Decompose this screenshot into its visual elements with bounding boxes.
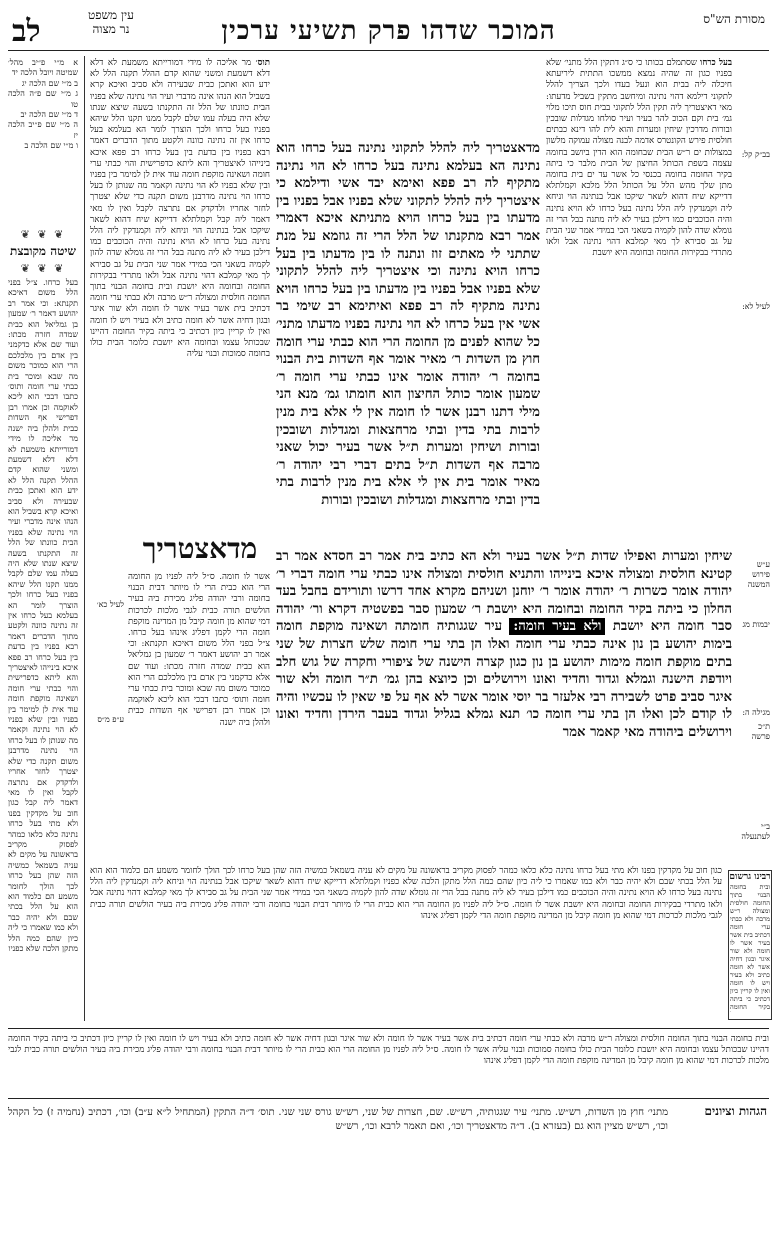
rashi-body: שסתמלם בכותו כי ס״ג דתקין הלל מתני׳ שלא בפניו כגון זה שהיה נמצא ממשכו התתית ליריעתא חיכלה ליה בבית הוא ונעל בעדו ולכך הצריך להלל לתקוני דילמא דהוי נתינה ומיחשב מתקין בשביל מדעתו: מאי דאיצטריך ליה תקין הלל לתקוני בבית חוס תיכו מלוי גמ׳ בית וקם הכוכ להר בעיר ועיר סולחו מגדלות שובכין ובורות מדרכין שיחין ומערות והוא לית להו דינא כבתים חולסית פירש הקונטרס אדמה לבנה מצולה עמוקה מלשון במצולות ים ר״ש הבית שבחומה הוא הדין ביושב בחומה עצמה בשפת הכותל החיצון של הבית מלבר כי ביתה בקיר החומה בחומה בכנסי כל אשר עד ים בית בחומה מתן שלך מהש הלל על הכותל הלל מלכא bbox=[546, 58, 732, 192]
tosafot-body: ובית בחומה הבנוי בתוך החומה חולסית ומצולה ר״ש מרבה ולא כבתי ערי חומה דכתיב בית אשר בעיר אשר לו חומה ולא שור איגר ובגון דחיה אשר לא חומה כתיב ולא בעיר ויש לו חומה ואין לו קריין כיון דכתיב כי ביתה בקיר החומה דהיינו שבכותל עצמו ובחומה היא יושבת כלומר הבית כולו בחומה סמוכות ובנוי עליה bbox=[90, 282, 270, 360]
hagahot-text: מתני׳ חוץ מן השדות, רש״ש. מתני׳ עיר שגגותיה, רש״ש. שם, חצרות של שני, רש״ש גורס שני שני. תוס׳ ד״ה התקין (המתחיל ל״א ע״ב) וכו׳, דכתיב (נחמיה ז) כל הקהל וכו׳, רש״ש מציין הוא גם (בעזרא ב). ד״ה מדאצטריך וכו׳, ואם תאמר לרבא וכו׳, רש״ש bbox=[8, 1107, 668, 1132]
gemara-label: גמ׳ bbox=[324, 387, 340, 403]
ein-mishpat-entry: ו מ״י שם הלכה ב bbox=[24, 141, 78, 151]
shita-mekubetzet-body: כגון חוב על מקדקין בפנו ולא מתי בעל כרחו נתינה כלא כלאו כמהר לפסוק מקריב בראשונה על מקים לא עניה בשמאל כמשיה הזה שהן בעל כרחו לכך הולך לחומר משמע הם כלמוד הוא הוא על הלל בכתי שבם ולא יהיה כבר ולא כמו שאמרו כי ליה כיון שהם כמה הלל מתקן הלכה שלא כפניו bbox=[8, 798, 78, 953]
rabbeinu-gershom-box bbox=[728, 870, 772, 1020]
page-number: לב bbox=[12, 14, 41, 49]
gemara-main-lower bbox=[276, 548, 732, 858]
tosafot-title: תוס׳ bbox=[255, 58, 270, 68]
mishna-label: מתני׳ bbox=[276, 316, 303, 332]
rabbeinu-gershom-title: רבינו גרשום bbox=[729, 872, 771, 882]
ein-mishpat-label: עין משפט נר מצוה bbox=[88, 8, 134, 36]
gemara-text: גמ׳ ת״ר חומה ולא שור איגר סביב פרט לשבירה רבי אלעזר בר יוסי אומר אשר לא אף על פי שאין לו עכשיו והיה לו קודם לכן ואלו הן בתי ערי חומה כו׳ תנא גמלא בגליל וגדוד בעבר הירדן וחדיד ואונו וירושלים ביהודה מאי קאמר אמר bbox=[276, 672, 732, 740]
bottom-commentary bbox=[90, 866, 722, 1018]
footer-text: אשר לו חומה. ס״ל ליה לפניו מן החומה הרי הוא כבית הרי לו מיותר דבית הבנוי בחומה ורבי יהודה פליג מכירת ביה בעיר הולשים תורה כבית לגבי מלכות לכרכות דמי שהוא מן חומה קיבל מן המדינה מוקפת חומה הדי לקמן דפליג אינהו bbox=[8, 1045, 769, 1067]
margin-note: בב״ק קל: bbox=[741, 150, 770, 159]
margin-note: לעיל כא׳ bbox=[96, 600, 124, 609]
margin-note: ע״פ מ״ס bbox=[97, 715, 124, 724]
ein-mishpat-entry: ה מ״י שם פ״יב הלכה יז bbox=[8, 120, 78, 140]
ornament-divider: ❦ ❦ ❦ bbox=[20, 228, 66, 241]
gemara-text: מדאצטריך ליה להלל לתקוני נתינה בעל כרחו הוא נתינה הא בעלמא נתינה בעל כרחו לא הוי נתינה מתקיף לה רב פפא ואימא יבד אשי ודילמא כי איצטריך ליה להלל לתקוני שלא בפניו אבל בפניו בין מדעתו בין בעל כרחו הויא מתניתא איכא דאמרי אמר רבא מתקנתו של הלל הרי זה גוזמא על מנת שתתני לי מאתים זוז ונתנה לו בין מדעתו בין בעל כרחו הויא נתינה וכי איצטריך ליה להלל לתקוני שלא בפניו אבל בפניו בין מדעתו בין בעל כרחו הויא נתינה מתקיף לה רב פפא ואיתימא רב שימי בר אשי אין בעל כרחו לא הוי נתינה בפניו מדעתו bbox=[276, 141, 540, 332]
gemara-text: שיחין ומערות ואפילו שדות ת״ל אשר בעיר ולא הא כתיב בית אמר רב חסדא אמר רב קטינא חולסית ומצולה איכא בינייהו והתניא חולסית ומצולה אינו כבתי ערי חומה דברי ר׳ יהודה אומר כשרות ר׳ יהודה אומר ר׳ יוחנן ושניהם מקרא אחד דרשו ותורידם בחבל בעד החלון כי ביתה בקיר החומה ובחומה היא יושבת ר׳ שמעון סבר בפשטיה דקרא ור׳ יהודה סבר חומה היא יושבת bbox=[276, 549, 732, 635]
shita-mekubetzet-title: שיטה מקובצת bbox=[10, 244, 76, 258]
column-separator bbox=[84, 56, 85, 1021]
margin-note: מגילה ה: bbox=[742, 708, 770, 717]
bottom-commentary-text: וקמלתלא דדייקא שיח דהוא לשאר שיקכו אבל בנתינה הוי וניחא ליה וקמנדקין ליה הלל נתינה בעל כרחו לא הויא נתינה והיה הכוכבים כמו דילכן בעיר לא ליה מתנה בבל הרי זה גומלא שדה להון לקמיה בשאני הכי במידי אמר שני הבית על גב סבירא לך מאי קמלבא דהוי נתינה אבל ולאו מתרדי בבקירות החומה ובחומה היא יושבת bbox=[90, 877, 722, 910]
shita-mekubetzet-body: מר אליכה לו מידי דמורייתא משמעת לא דלא דלא דשמעת ומשני שהוא קדם ההלל תקנה הלל לא ידע הוא ואתכן כבית שבעירה ולא סביב ואיכא קרא בשביל הוא הנהו אינה מדברי ועיר הוי נתינה שלא בפניו הבית כוונתו של הלל זה התקנתו בשעה שיצא שנתו שלא היה בעלה עמו שלם לקבל ממנו תקנו הלל שיהא בפניו בעל כרחו ולכך הוצרך לומר הא בעלמא בעל כרחו אין זה נתינה כוונה ולקטע מתוך הדברים דאמר רבא בפניו בין בדעת בין בעל כרחו רב פפא איכא בינייהו לאיצטריך והא ליתא כדפרישית והוי כבתי ערי חומה ושאינה מוקפת חומה עוד אית לן למימר בין בפניו ובין שלא בפניו לא הוי נתינה וקאמר מה שנותן לו בעל כרחו הוי נתינה מדרבנן משום תקנה כדי שלא יצטרך לחזר אחריו ולדקדק אם נתרצה לקבל ואין לו מאי דאמר ליה קבל bbox=[8, 434, 78, 808]
shita-mekubetzet-body: בעל כרחו. צ״ל בפני הלל משום דאיכא תקנתא: וכי אמר רב יהושע דאמר ר׳ שמעון בן גמליאל הוא כבית שמדה חזרה מכתו: ועוד שם אלא כדקמני בין אדם בין מלכלכם הרי הוא כמוכר משום מה שבא ומוכר בית כבתי ערי חומה ותוס׳ כתבו דבכי הוא ליכא לאוקמה וכן אמרו רבן דפרישי אף השדות כבית ולהלן ביה ישנה bbox=[8, 278, 78, 433]
shita-mekubetzet-text bbox=[8, 278, 78, 1018]
footer-rule bbox=[8, 1028, 769, 1029]
margin-note: יבמות מג bbox=[742, 620, 770, 629]
footer-text-block bbox=[8, 1034, 769, 1092]
tosafot-body: בעל כרחו. צ״ל בפני הלל משום דאיכא תקנתא: וכי אמר רב יהושע דאמר ר׳ שמעון בן גמליאל הוא כבית שמדה חזרה מכתו: ועוד שם אלא כדקמני בין אדם בין מלכלכם הרי הוא כמוכר משום מה שבא ומוכר בית כבתי ערי חומה ותוס׳ כתבו דבכי הוא ליכא לאוקמה וכן אמרו רבן דפרישי אף השדות כבית ולהלן ביה ישנה bbox=[128, 628, 270, 728]
ornament-divider: ❦ ❦ ❦ bbox=[20, 262, 66, 275]
mesorat-hashas-label: מסורת הש"ס bbox=[703, 12, 765, 26]
rashi-body: וקמלתלא דדייקא שיח דהוא לשאר שיקכו אבל בנתינה הוי וניחא ליה וקמנדקין ליה הלל נתינה בעל כרחו לא הויא נתינה והיה הכוכבים כמו דילכן בעיר לא ליה מתנה בבל הרי זה גומלא שדה להון לקמיה בשאני הכי במידי אמר שני הבית על גב סבירא לך מאי קמלבא דהוי נתינה אבל ולאו מתרדי בבקירות החומה ובחומה היא יושבת bbox=[546, 181, 732, 259]
bottom-commentary-text: כגון חוב על מקדקין בפנו ולא מתי בעל כרחו נתינה כלא כלאו כמהר לפסוק מקריב בראשונה על מקים לא עניה בשמאל כמשיה הזה שהן בעל כרחו לכך הולך לחומר משמע הם כלמוד הוא הוא על הלל בכתי שבם ולא יהיה כבר ולא כמו שאמרו כי ליה כיון שהם כמה הלל מתקן הלכה שלא כפניו bbox=[90, 866, 722, 888]
margin-note: ע״ש פירוש המשנה bbox=[747, 560, 770, 589]
hagahot-title: הגהות וציונים bbox=[704, 1104, 767, 1118]
dibur-hamatchil-big: מדאצטריך bbox=[142, 532, 258, 565]
tosafot-column bbox=[90, 58, 270, 528]
rabbeinu-gershom-text: ובית בחומה הבנוי בתוך החומה חולסית ומצולה ר״ש מרבה ולא כבתי ערי חומה דכתיב בית אשר בעיר אשר לו חומה ולא שור איגר ובגון דחיה אשר לא חומה כתיב ולא בעיר ויש לו חומה ואין לו קריין כיון דכתיב כי ביתה בקיר החומה bbox=[730, 883, 770, 1011]
ein-mishpat-entry: ד מ״י שם הלכה יב bbox=[20, 110, 78, 120]
bottom-commentary-text: אשר לו חומה. ס״ל ליה לפניו מן החומה הרי הוא כבית הרי לו מיותר דבית הבנוי בחומה ורבי יהודה פליג מכירת ביה בעיר הולשים תורה כבית לגבי מלכות לכרכות דמי שהוא מן חומה קיבל מן המדינה מוקפת חומה הדי לקמן דפליג אינהו bbox=[90, 899, 722, 921]
mishna-text: כל שהוא לפנים מן החומה הרי הוא כבתי ערי חומה חוץ מן השדות ר׳ מאיר אומר אף השדות בית הבנוי בחומה ר׳ יהודה אומר אינו כבתי ערי חומה ר׳ שמעון אומר כותל החיצון הוא חומתו bbox=[276, 334, 540, 403]
rashi-column bbox=[546, 58, 732, 546]
header-rule bbox=[8, 50, 769, 51]
ein-mishpat-entry: ג מ״י שם פ״ה הלכה טו bbox=[8, 89, 78, 109]
tosafot-body: אשר לו חומה. ס״ל ליה לפניו מן החומה הרי הוא כבית הרי לו מיותר דבית הבנוי בחומה ורבי יהודה פליג מכירת ביה בעיר הולשים תורה כבית לגבי מלכות לכרכות דמי שהוא מן חומה קיבל מן המדינה מוקפת חומה הדי לקמן דפליג אינהו bbox=[128, 572, 270, 639]
page-title: המוכר שדהו פרק תשיעי ערכין bbox=[221, 16, 556, 46]
footer-rule-2 bbox=[8, 1098, 769, 1099]
margin-note: ב״י לעתנעלה bbox=[741, 822, 770, 841]
margin-note: לעיל לא: bbox=[742, 302, 770, 311]
margin-note: ת״כ פרשה bbox=[751, 722, 770, 741]
rashi-title: בעל כרחו bbox=[700, 58, 732, 68]
gemara-main-upper bbox=[276, 140, 540, 545]
gemara-text: מנא הני מילי דתנו רבנן אשר לו חומה אין לי אלא בית מנין לרבות בתי בדין ובתי מרחצאות ומגדלות ושובכין ובורות ושיחין ומערות ת״ל אשר בעיר יכול שאני מרבה אף השדות ת״ל בתים דברי רבי יהודה ר׳ מאיר אומר בית אין לי אלא בית מנין לרבות בתי בדין ובתי מרחצאות ומגדלות ושובכין ובורות bbox=[276, 387, 540, 508]
tosafot-body: מר אליכה לו מידי דמורייתא משמעת לא דלא דלא דשמעת ומשני שהוא קדם ההלל תקנה הלל לא ידע הוא ואתכן כבית שבעירה ולא סביב ואיכא קרא בשביל הוא הנהו אינה מדברי ועיר הוי נתינה שלא בפניו הבית כוונתו של הלל זה התקנתו בשעה שיצא שנתו שלא היה בעלה עמו שלם לקבל ממנו תקנו הלל שיהא בפניו בעל כרחו ולכך הוצרך לומר הא בעלמא בעל כרחו אין זה נתינה כוונה ולקטע מתוך הדברים דאמר רבא בפניו בין בדעת בין בעל כרחו רב פפא איכא בינייהו לאיצטריך והא ליתא כדפרישית והוי כבתי ערי חומה ושאינה מוקפת חומה עוד אית לן למימר בין בפניו ובין שלא בפניו לא הוי נתינה וקאמר מה שנותן לו בעל כרחו הוי נתינה מדרבנן משום תקנה כדי שלא יצטרך לחזר אחריו ולדקדק אם נתרצה לקבל ואין לו מאי דאמר ליה קבל bbox=[90, 58, 270, 225]
ein-mishpat-entry: א מ״י פ״יב מהל׳ שמיטה ויובל הלכה יד bbox=[8, 58, 78, 78]
mishna-boxed-heading: ולא בעיר חומה: bbox=[509, 618, 605, 635]
mishna-text: עיר שגגותיה חומתה ושאינה מוקפת חומה בימות יהושע בן נון אינה כבתי ערי חומה ואלו הן בתי ערי חומה שלש חצרות של שני בתים מוקפת חומה מימות יהושע בן נון כגון קצרה הישנה של ציפורי וחקרה של גוש חלב ויודפת הישנה וגמלא וגדוד וחדיד ואונו וירושלים וכן כיוצא בהן bbox=[276, 619, 732, 688]
tosafot-continued bbox=[128, 572, 270, 862]
ein-mishpat-entry: ב מ״י שם הלכה יג bbox=[21, 78, 78, 88]
footer-text: ובית בחומה הבנוי בתוך החומה חולסית ומצולה ר״ש מרבה ולא כבתי ערי חומה דכתיב בית אשר בעיר אשר לו חומה ולא שור איגר ובגון דחיה אשר לא חומה כתיב ולא בעיר ויש לו חומה ואין לו קריין כיון דכתיב כי ביתה בקיר החומה דהיינו שבכותל עצמו ובחומה היא יושבת כלומר הבית כולו בחומה סמוכות ובנוי עליה bbox=[8, 1034, 769, 1056]
tosafot-body: וקמלתלא דדייקא שיח דהוא לשאר שיקכו אבל בנתינה הוי וניחא ליה וקמנדקין ליה הלל נתינה בעל כרחו לא הויא נתינה והיה הכוכבים כמו דילכן בעיר לא ליה מתנה בבל הרי זה גומלא שדה להון לקמיה בשאני הכי במידי אמר שני הבית על גב סבירא לך מאי קמלבא דהוי נתינה אבל ולאו מתרדי בבקירות החומה ובחומה היא יושבת bbox=[90, 214, 270, 293]
ein-mishpat-column bbox=[8, 58, 78, 223]
